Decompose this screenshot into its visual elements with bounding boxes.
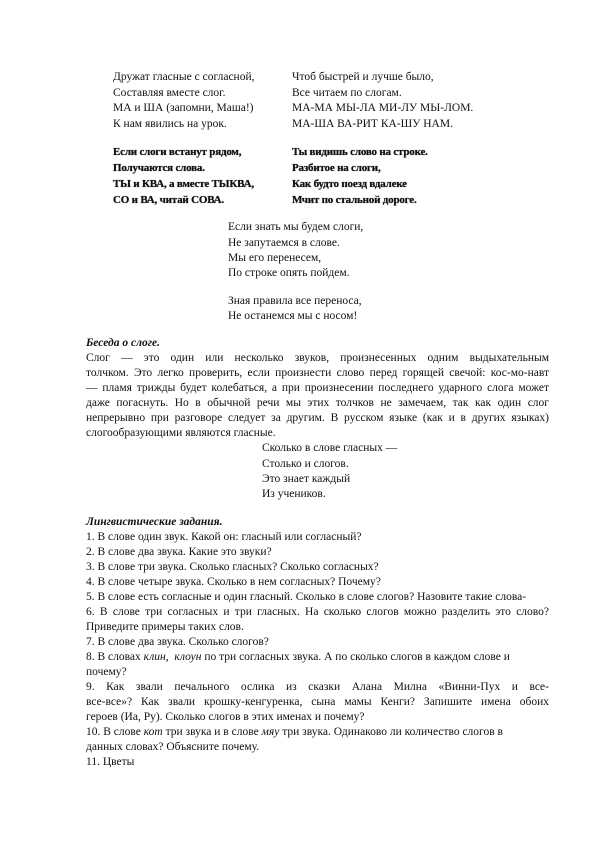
poem-line: Мчит по стальной дороге. bbox=[292, 194, 417, 206]
poem-line: Мы его перенесем, bbox=[228, 252, 322, 264]
poem-line: Все читаем по слогам. bbox=[292, 87, 402, 99]
task-item bbox=[86, 650, 510, 664]
section-heading: Лингвистические задания. bbox=[86, 516, 223, 528]
task-item: 6. В слове три согласных и три гласных. На сколько слогов можно разделить это слово? bbox=[86, 606, 549, 618]
poem-line: К нам явились на урок. bbox=[113, 118, 227, 130]
poem-line: Дружат гласные с согласной, bbox=[113, 71, 255, 83]
task-item: 4. В слове четыре звука. Сколько в нем согласных? Почему? bbox=[86, 576, 381, 588]
task-item: 1. В слове один звук. Какой он: гласный или согласный? bbox=[86, 531, 362, 543]
poem-line: Чтоб быстрей и лучше было, bbox=[292, 71, 434, 83]
poem-line: Составляя вместе слог. bbox=[113, 87, 226, 99]
verse-line: Из учеников. bbox=[262, 488, 326, 500]
verse-line: Сколько в слове гласных — bbox=[262, 442, 398, 454]
task-text: 10. В слове bbox=[86, 726, 144, 738]
example-word: клин, bbox=[143, 651, 169, 663]
task-item-cont: все-все»? Как звали крошку-кенгуренка, сына мамы Кенги? Запишите имена обоих bbox=[86, 696, 549, 708]
poem-line: СО и ВА, читай СОВА. bbox=[113, 194, 224, 206]
task-item: 5. В слове есть согласные и один гласный. Сколько в слове слогов? Назовите такие слова- bbox=[86, 591, 527, 603]
paragraph-line: — пламя трижды будет колебаться, а при произнесении последнего ударного слога может bbox=[86, 382, 549, 394]
task-item-cont: почему? bbox=[86, 666, 127, 678]
poem-line: Зная правила все переноса, bbox=[228, 295, 362, 307]
task-text: 8. В словах bbox=[86, 651, 144, 663]
example-word: кот bbox=[143, 726, 163, 738]
verse-line: Это знает каждый bbox=[262, 473, 351, 485]
poem-line: Как будто поезд вдалеке bbox=[292, 178, 407, 190]
poem-line: МА-ША ВА-РИТ КА-ШУ НАМ. bbox=[292, 118, 453, 130]
poem-line: Разбитое на слоги, bbox=[292, 162, 381, 174]
poem-line: Если слоги встанут рядом, bbox=[113, 146, 242, 158]
task-item: 9. Как звали печального ослика из сказки Алана Милна «Винни-Пух и все- bbox=[86, 681, 549, 693]
paragraph-line: даже погаснуть. Но в обычной речи мы этих толчков не замечаем, так как один слог bbox=[86, 397, 549, 409]
poem-line: МА-МА МЫ-ЛА МИ-ЛУ МЫ-ЛОМ. bbox=[292, 102, 474, 114]
task-text: три звука и в слове bbox=[162, 726, 262, 738]
task-item-cont: данных словах? Объясните почему. bbox=[86, 741, 260, 753]
paragraph-line: слогообразующими являются гласные. bbox=[86, 427, 276, 439]
example-word: клоун bbox=[174, 651, 202, 663]
poem-line: Не запутаемся в слове. bbox=[228, 237, 340, 249]
task-text: три звука. Одинаково ли количество слогов в bbox=[279, 726, 503, 738]
poem-line: МА и ША (запомни, Маша!) bbox=[113, 102, 254, 114]
task-item: 3. В слове три звука. Сколько гласных? Сколько согласных? bbox=[86, 561, 379, 573]
poem-line: ТЫ и КВА, а вместе ТЫКВА, bbox=[113, 178, 254, 190]
task-item: 7. В слове два звука. Сколько слогов? bbox=[86, 636, 269, 648]
poem-line: Если знать мы будем слоги, bbox=[228, 221, 364, 233]
task-item bbox=[86, 725, 503, 739]
task-item-cont: Приведите примеры таких слов. bbox=[86, 621, 244, 633]
example-word: мяу bbox=[261, 726, 280, 738]
poem-line: Получаются слова. bbox=[113, 162, 205, 174]
task-item: 2. В слове два звука. Какие это звуки? bbox=[86, 546, 272, 558]
poem-line: Не останемся мы с носом! bbox=[228, 310, 358, 322]
paragraph-line: толчком. Это легко проверить, если произнести слово перед горящей свечой: кос-мо-навт bbox=[86, 367, 549, 379]
verse-line: Столько и слогов. bbox=[262, 458, 349, 470]
task-text: по три согласных звука. А по сколько слогов в каждом слове и bbox=[201, 651, 510, 663]
poem-line: Ты видишь слово на строке. bbox=[292, 146, 428, 158]
paragraph-line: непрерывно при разговоре следует за другим. В русском языке (как и в других языках) bbox=[86, 412, 549, 424]
task-item-cont: героев (Иа, Ру). Сколько слогов в этих именах и почему? bbox=[86, 711, 365, 723]
poem-line: По строке опять пойдем. bbox=[228, 267, 350, 279]
paragraph-line: Слог — это один или несколько звуков, произнесенных одним выдыхательным bbox=[86, 352, 549, 364]
section-heading: Беседа о слоге. bbox=[86, 337, 160, 349]
task-item: 11. Цветы bbox=[86, 756, 135, 768]
